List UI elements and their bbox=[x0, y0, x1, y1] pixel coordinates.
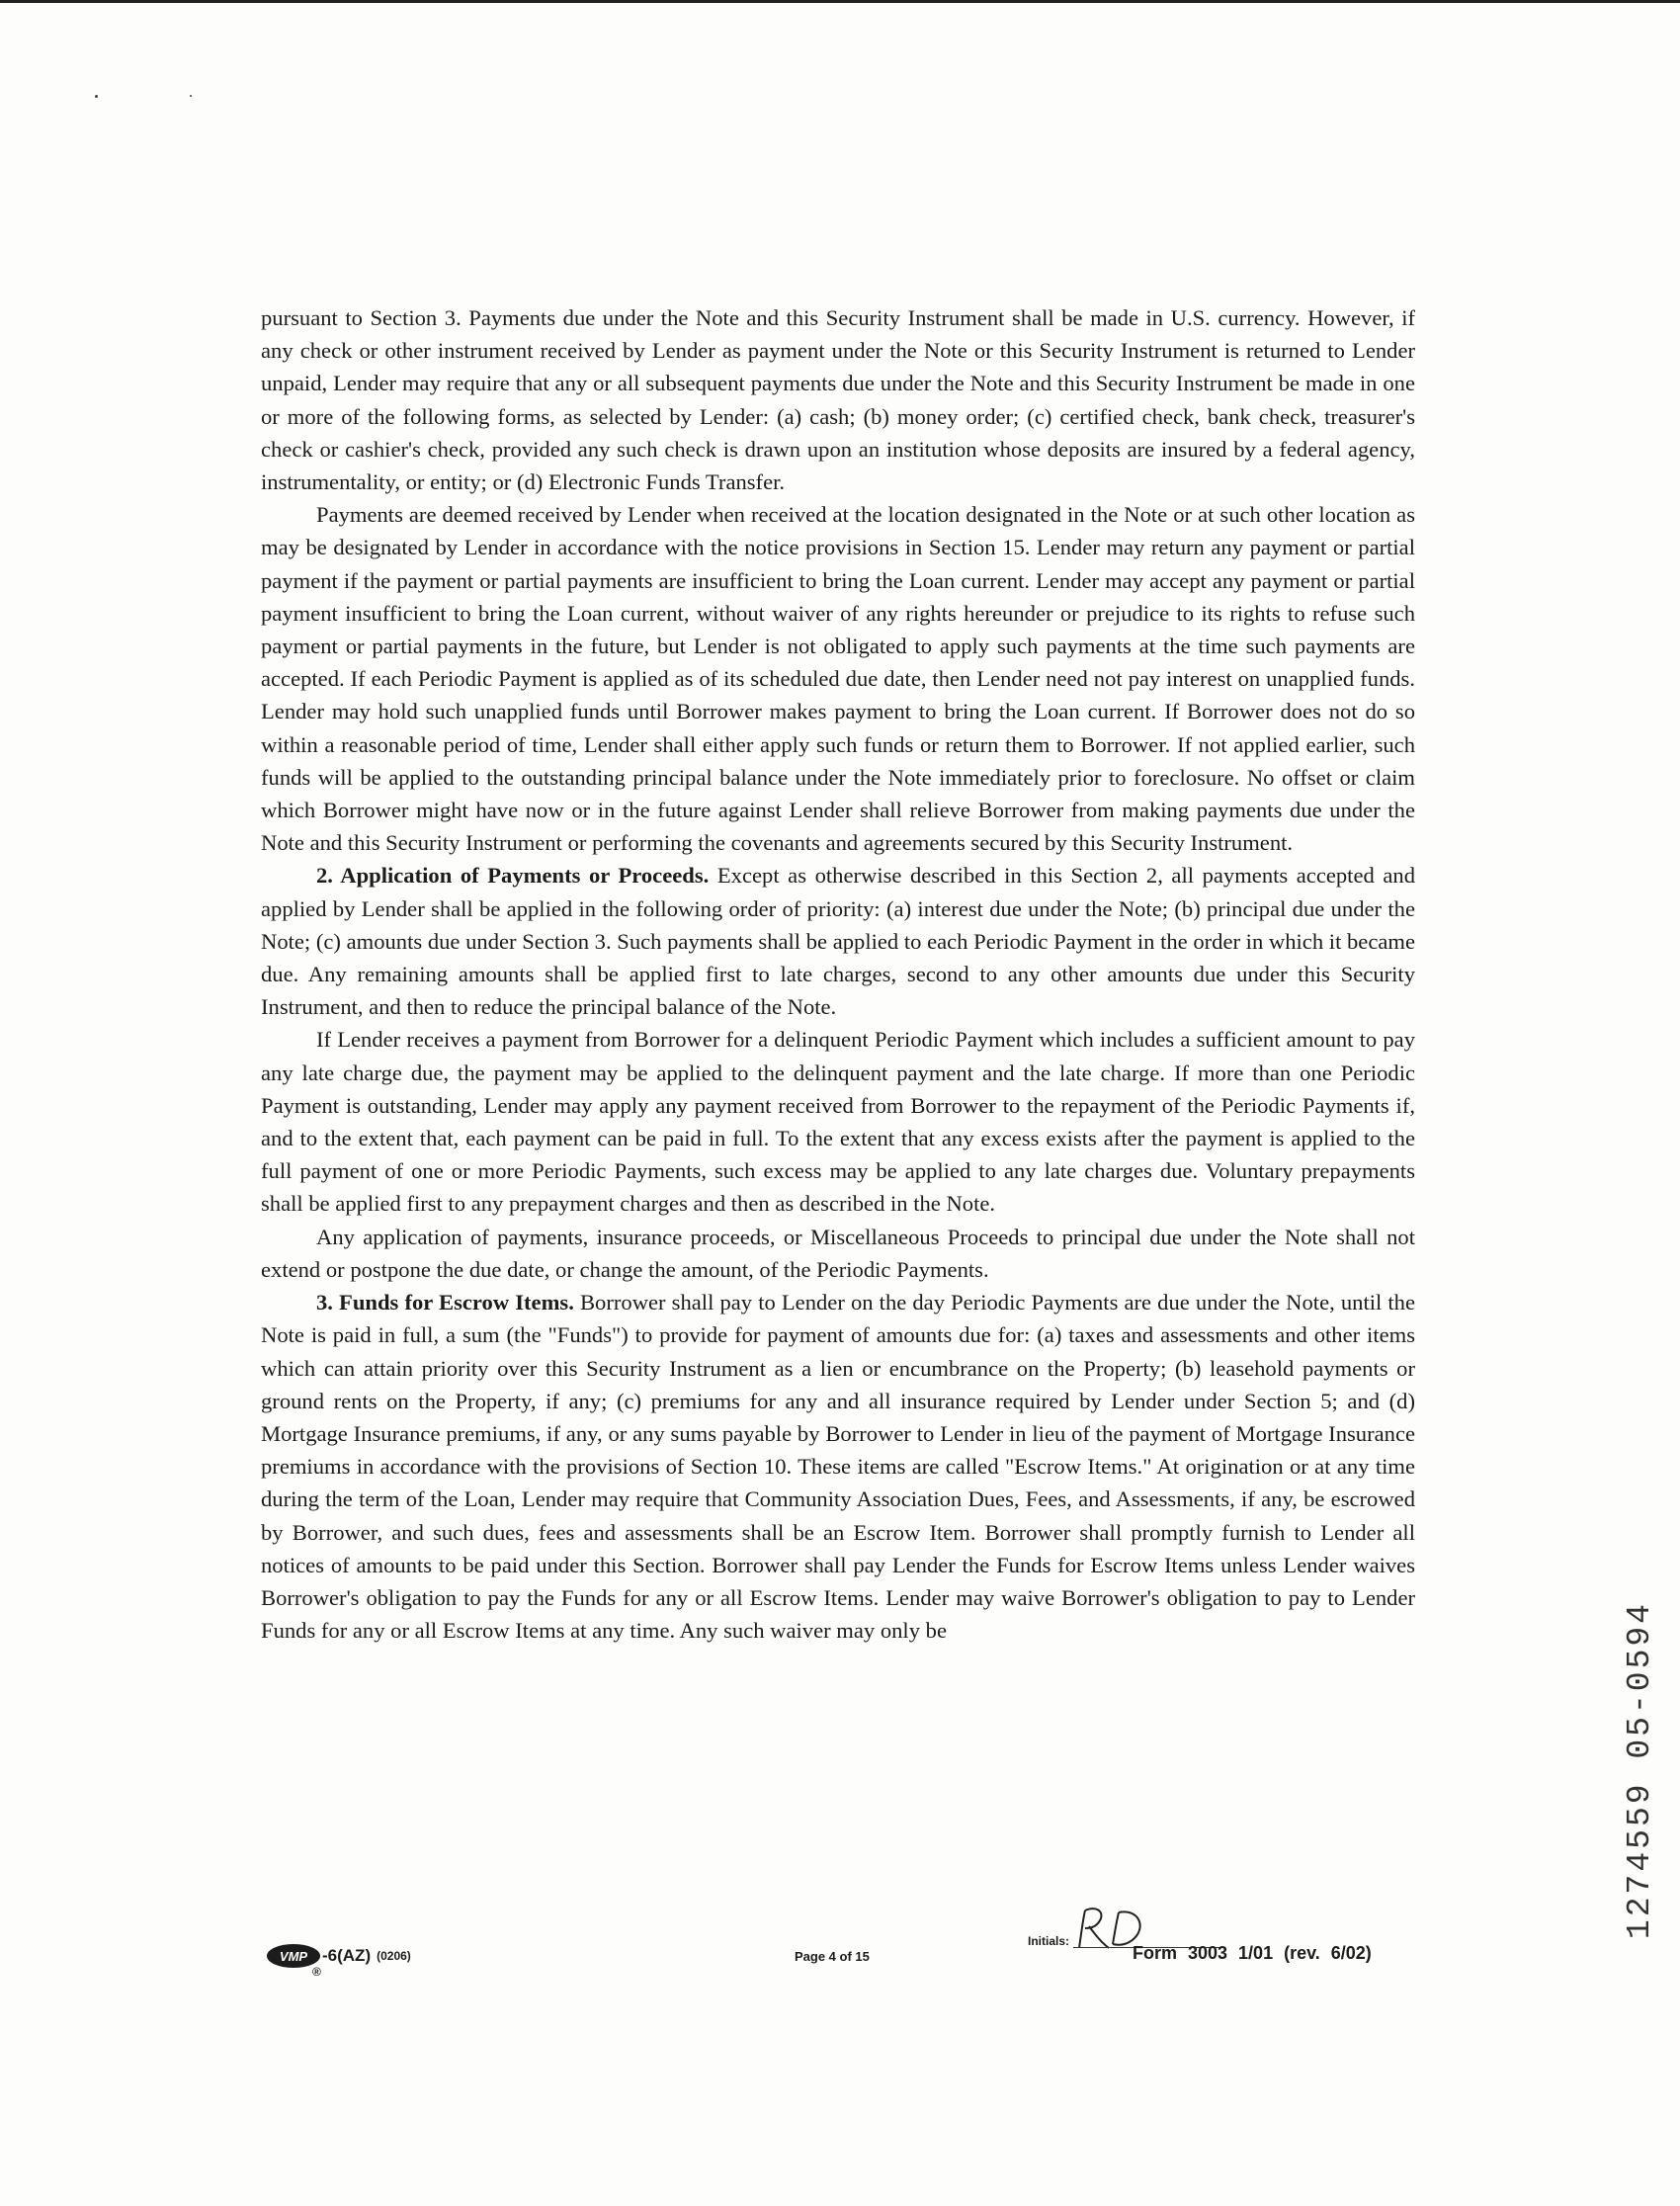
top-scan-edge bbox=[0, 0, 1680, 3]
paragraph-text: Payments are deemed received by Lender when received at the location designated in the Note or at such other location as may be designated by Lender in accordance with the notice provisions in Section 15. Lender may return any payment or partial payment if the payment or partial payments are insufficient to bring the Loan current. Lender may accept any payment or partial payment insufficient to bring the Loan current, without waiver of any rights hereunder or prejudice to its rights to refuse such payment or partial payments in the future, but Lender is not obligated to apply such payments at the time such payments are accepted. If each Periodic Payment is applied as of its scheduled due date, then Lender need not pay interest on unapplied funds. Lender may hold such unapplied funds until Borrower makes payment to bring the Loan current. If Borrower does not do so within a reasonable period of time, Lender shall either apply such funds or return them to Borrower. If not applied earlier, such funds will be applied to the outstanding principal balance under the Note immediately prior to foreclosure. No offset or claim which Borrower might have now or in the future against Lender shall relieve Borrower from making payments due under the Note and this Security Instrument or performing the covenants and agreements secured by this Security Instrument. bbox=[261, 502, 1415, 856]
registered-mark: ® bbox=[312, 1965, 321, 1979]
document-body bbox=[261, 301, 1415, 1647]
paragraph-payments-continued bbox=[261, 301, 1415, 498]
paragraph-application-of-proceeds bbox=[261, 1221, 1415, 1286]
vmp-logo-text: VMP bbox=[279, 1948, 308, 1964]
paragraph-payments-received bbox=[261, 498, 1415, 859]
form-code: -6(AZ) bbox=[322, 1946, 372, 1965]
form-id: Form 3003 1/01 (rev. 6/02) bbox=[1133, 1943, 1372, 1963]
section-3-funds-for-escrow bbox=[261, 1286, 1415, 1647]
paragraph-text: Borrower shall pay to Lender on the day Periodic Payments are due under the Note, until the Note is paid in full, a sum (the "Funds") to provide for payment of amounts due for: (a) taxes and assessments and other items which can attain priority over this Security Instrument as a lien or encumbrance on the Property; (b) leasehold payments or ground rents on the Property, if any; (c) premiums for any and all insurance required by Lender under Section 5; and (d) Mortgage Insurance premiums, if any, or any sums payable by Borrower to Lender in lieu of the payment of Mortgage Insurance premiums in accordance with the provisions of Section 10. These items are called "Escrow Items." At origination or at any time during the term of the Loan, Lender may require that Community Association Dues, Fees, and Assessments, if any, be escrowed by Borrower, and such dues, fees and assessments shall be an Escrow Item. Borrower shall promptly furnish to Lender all notices of amounts to be paid under this Section. Borrower shall pay Lender the Funds for Escrow Items unless Lender waives Borrower's obligation to pay the Funds for any or all Escrow Items. Lender may waive Borrower's obligation to pay to Lender Funds for any or all Escrow Items at any time. Any such waiver may only be bbox=[261, 1290, 1415, 1644]
footer-form-code bbox=[267, 1944, 411, 1979]
initials-label: Initials: bbox=[1028, 1934, 1070, 1948]
paragraph-text: Any application of payments, insurance proceeds, or Miscellaneous Proceeds to principal due under the Note shall not extend or postpone the due date, or change the amount, of the Periodic Payments. bbox=[261, 1224, 1415, 1282]
margin-document-number: 1274559 05-0594 bbox=[1622, 1601, 1658, 1940]
section-2-application-of-payments bbox=[261, 859, 1415, 1023]
vmp-logo bbox=[267, 1944, 321, 1979]
page-number: Page 4 of 15 bbox=[795, 1949, 870, 1964]
scan-speck bbox=[95, 95, 98, 98]
paragraph-text: pursuant to Section 3. Payments due under the Note and this Security Instrument shall be made in U.S. currency. However, if any check or other instrument received by Lender as payment under the Note or this Security Instrument is returned to Lender unpaid, Lender may require that any or all subsequent payments due under the Note and this Security Instrument be made in one or more of the following forms, as selected by Lender: (a) cash; (b) money order; (c) certified check, bank check, treasurer's check or cashier's check, provided any such check is drawn upon an institution whose deposits are insured by a federal agency, instrumentality, or entity; or (d) Electronic Funds Transfer. bbox=[261, 305, 1415, 495]
section-heading: 3. Funds for Escrow Items. bbox=[316, 1290, 574, 1315]
paragraph-text: Except as otherwise described in this Section 2, all payments accepted and applied by Lender shall be applied in the following order of priority: (a) interest due under the Note; (b) principal due under the Note; (c) amounts due under Section 3. Such payments shall be applied to each Periodic Payment in the order in which it became due. Any remaining amounts shall be applied first to late charges, second to any other amounts due under this Security Instrument, and then to reduce the principal balance of the Note. bbox=[261, 863, 1415, 1020]
section-heading: 2. Application of Payments or Proceeds. bbox=[316, 863, 710, 889]
paragraph-text: If Lender receives a payment from Borrower for a delinquent Periodic Payment which includes a sufficient amount to pay any late charge due, the payment may be applied to the delinquent payment and the late charge. If more than one Periodic Payment is outstanding, Lender may apply any payment received from Borrower to the repayment of the Periodic Payments if, and to the extent that, each payment can be paid in full. To the extent that any excess exists after the payment is applied to the full payment of one or more Periodic Payments, such excess may be applied to any late charges due. Voluntary prepayments shall be applied first to any prepayment charges and then as described in the Note. bbox=[261, 1027, 1415, 1217]
scan-speck bbox=[190, 95, 192, 97]
paragraph-delinquent-payment bbox=[261, 1023, 1415, 1220]
form-code-date: (0206) bbox=[377, 1949, 411, 1963]
